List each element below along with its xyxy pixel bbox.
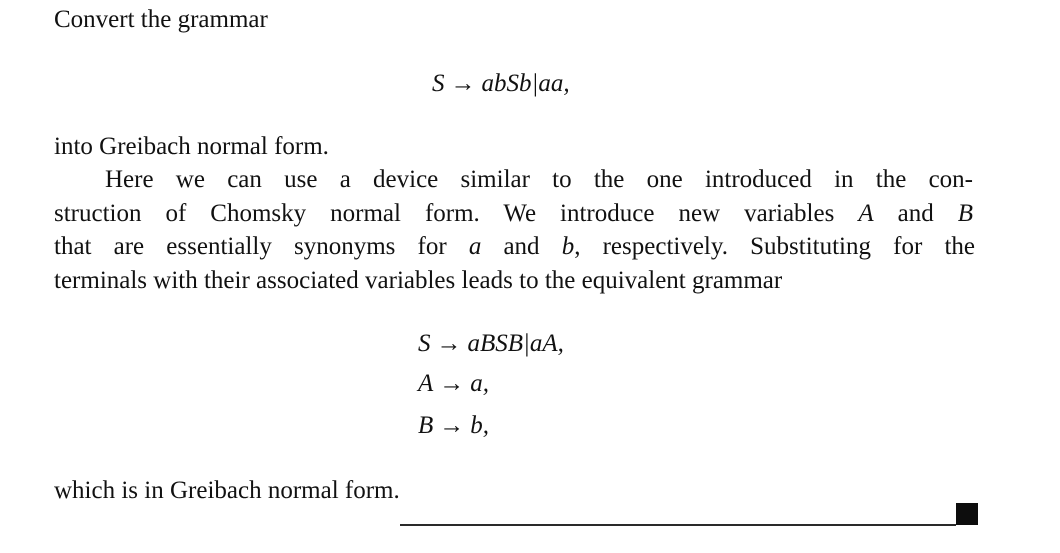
body-line-2 bbox=[54, 198, 973, 230]
eq1-lhs: S bbox=[432, 70, 445, 97]
conclusion-text: which is in Greibach normal form. bbox=[54, 477, 400, 504]
body-line-3-mid: and bbox=[481, 233, 562, 260]
end-rule bbox=[400, 524, 956, 526]
terminal-b: b bbox=[561, 233, 575, 260]
body-line-2-pre: struction of Chomsky normal form. We introduce new variables bbox=[54, 200, 859, 227]
body-line-3-pre: that are essentially synonyms for bbox=[54, 233, 469, 260]
eq2-row1-rhs: aBSB|aA, bbox=[467, 330, 564, 357]
eq2-row1-arrow: → bbox=[436, 330, 462, 357]
eq2-row1-lhs: S bbox=[418, 330, 431, 357]
variable-B: B bbox=[957, 200, 973, 227]
variable-A: A bbox=[858, 200, 874, 227]
eq2-row bbox=[418, 368, 489, 400]
continuation-text: into Greibach normal form. bbox=[54, 133, 329, 160]
eq1-arrow: → bbox=[450, 70, 476, 97]
eq2-row2-arrow: → bbox=[439, 370, 465, 397]
body-line-2-mid: and bbox=[873, 200, 958, 227]
eq2-row3-rhs: b, bbox=[470, 412, 490, 439]
grammar-equation-original bbox=[432, 68, 570, 100]
body-line-3 bbox=[54, 231, 975, 263]
eq2-row2-rhs: a, bbox=[470, 370, 490, 397]
eq2-row2-lhs: A bbox=[418, 370, 434, 397]
eq2-row bbox=[418, 328, 564, 360]
body-line-3-post: , respectively. Substituting for the bbox=[574, 233, 975, 260]
intro-text: Convert the grammar bbox=[54, 6, 268, 33]
eq2-row bbox=[418, 410, 489, 442]
qed-square-icon bbox=[956, 503, 978, 525]
body-line-4: terminals with their associated variables leads to the equivalent grammar bbox=[54, 267, 783, 294]
eq2-row3-arrow: → bbox=[439, 412, 465, 439]
eq1-rhs: abSb|aa, bbox=[481, 70, 570, 97]
body-line-1: Here we can use a device similar to the one introduced in the con- bbox=[105, 166, 973, 193]
terminal-a: a bbox=[468, 233, 482, 260]
eq2-row3-lhs: B bbox=[418, 412, 434, 439]
